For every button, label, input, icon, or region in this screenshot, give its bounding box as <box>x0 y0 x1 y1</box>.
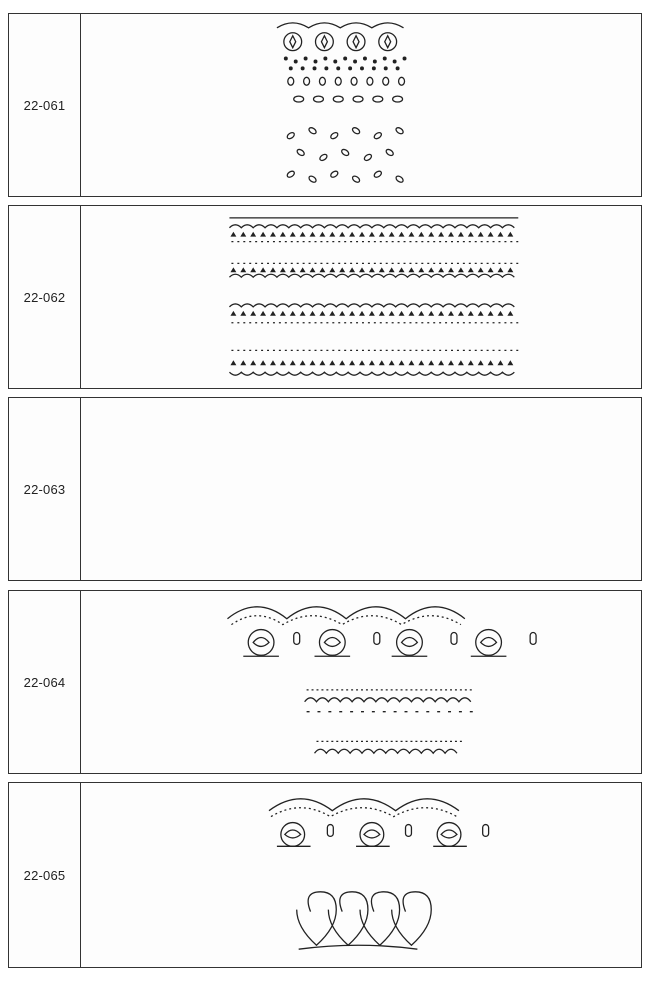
design-code: 22-064 <box>9 591 81 773</box>
rose-scallop-border-artwork <box>81 591 641 773</box>
design-artwork <box>81 591 641 773</box>
design-code: 22-062 <box>9 206 81 388</box>
design-row-22-065 <box>8 782 642 968</box>
rose-heart-border-artwork <box>81 783 641 967</box>
design-row-22-063 <box>8 397 642 581</box>
design-row-22-062 <box>8 205 642 389</box>
design-row-22-064 <box>8 590 642 774</box>
design-code: 22-065 <box>9 783 81 967</box>
triangle-eyelet-bands-artwork <box>81 206 641 388</box>
design-row-22-061 <box>8 13 642 197</box>
eyelet-flower-border-artwork <box>81 14 641 196</box>
design-artwork <box>81 14 641 196</box>
design-code: 22-063 <box>9 398 81 580</box>
design-artwork <box>81 206 641 388</box>
design-artwork-empty <box>81 398 641 580</box>
design-code: 22-061 <box>9 14 81 196</box>
design-artwork <box>81 783 641 967</box>
